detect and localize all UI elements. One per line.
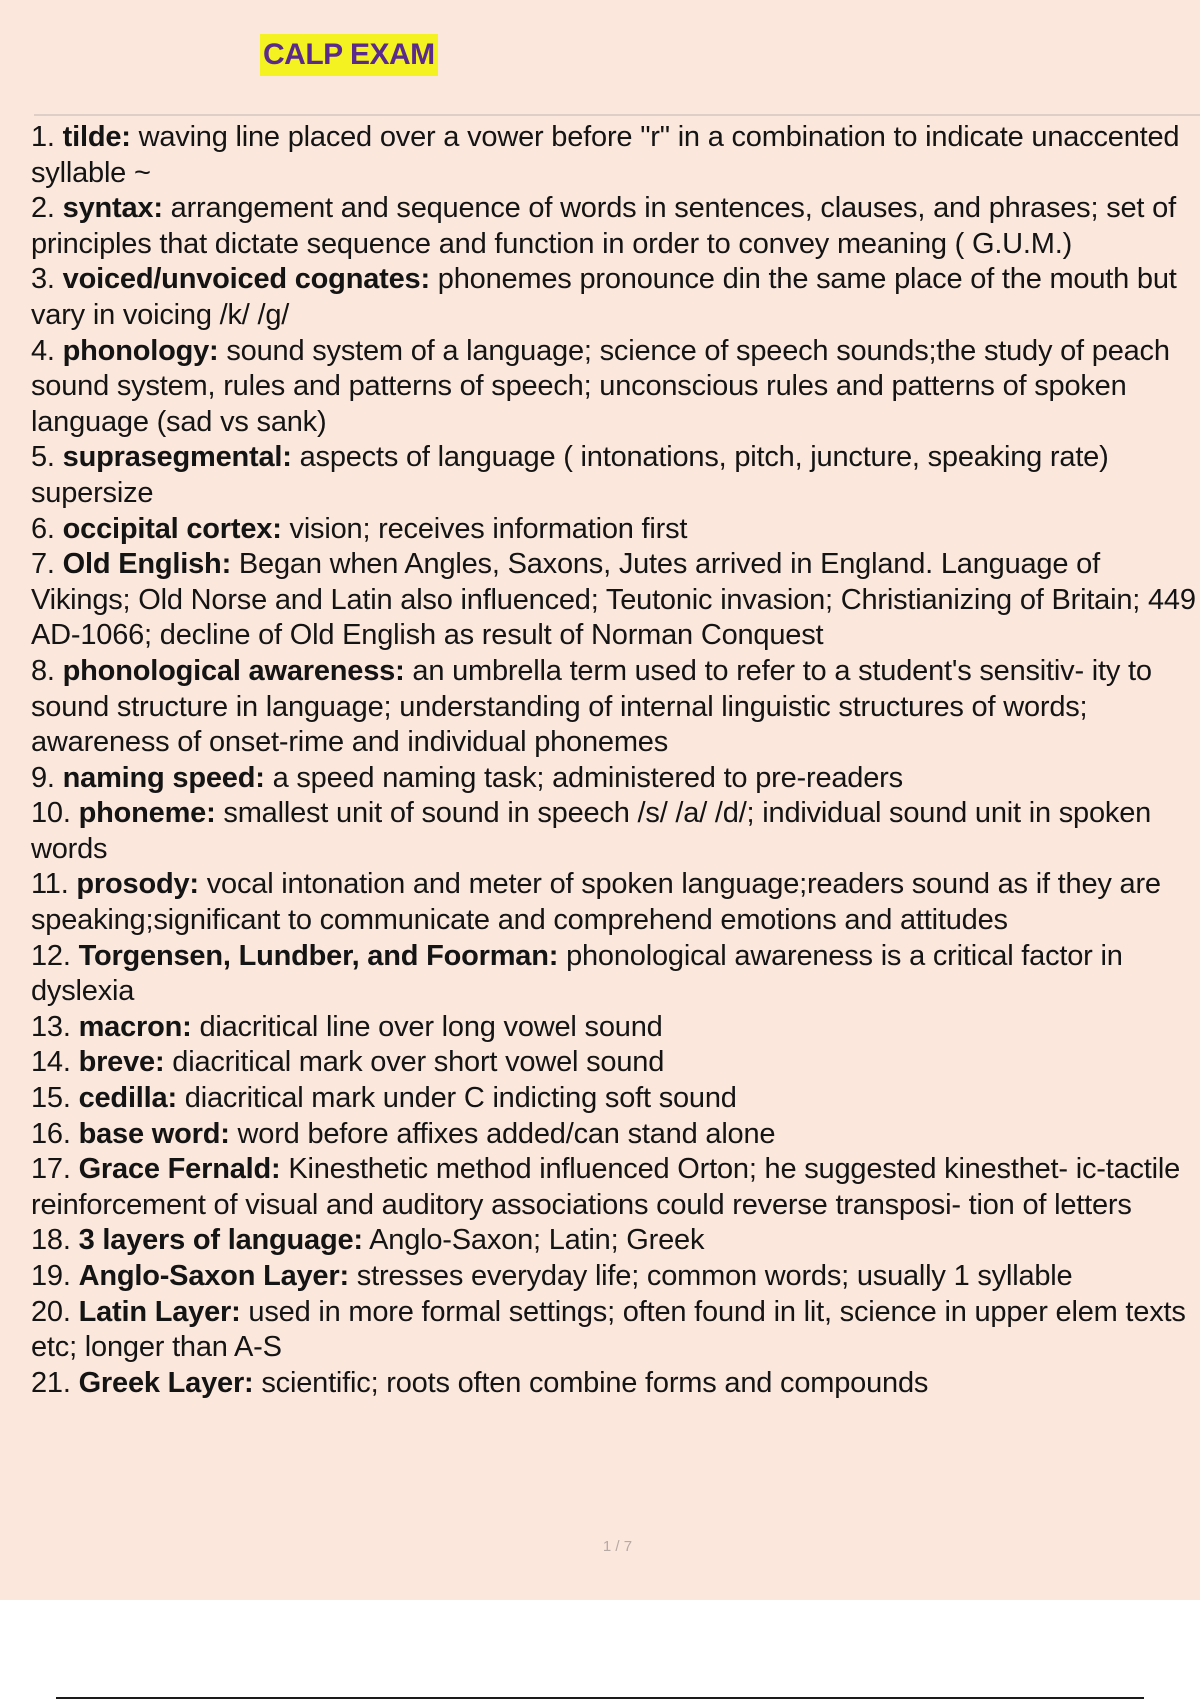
entry-definition: vocal intonation and meter of spoken language;readers sound as if they are speaking;significant to communicate and comprehend emotions and attitudes [31, 868, 1161, 937]
glossary-entry [31, 1295, 1200, 1366]
entry-term: Grace Fernald: [78, 1153, 281, 1186]
glossary-entry [31, 262, 1200, 333]
document-title: CALP EXAM [260, 34, 438, 76]
entry-term: Greek Layer: [78, 1366, 254, 1399]
entry-number: 14. [31, 1046, 71, 1079]
glossary-entry [31, 512, 1200, 548]
page-separator-line [56, 1697, 1144, 1699]
entry-number: 11. [31, 868, 69, 901]
entry-number: 19. [31, 1260, 71, 1292]
entry-definition: aspects of language ( intonations, pitch, juncture, speaking rate) supersize [31, 441, 1109, 509]
entry-term: 3 layers of language: [78, 1224, 363, 1257]
entry-definition: Began when Angles, Saxons, Jutes arrived in England. Language of Vikings; Old Norse and Latin also influenced; Teutonic invasion; Christianizing of Britain; 449 AD-1066; decline of Old English as result of Norman Conquest [31, 548, 1196, 652]
entry-definition: sound system of a language; science of speech sounds;the study of peach sound system, rules and patterns of speech; unconscious rules and patterns of spoken language (sad vs sank) [31, 334, 1170, 438]
entry-number: 2. [31, 192, 55, 225]
entry-term: cedilla: [78, 1082, 177, 1115]
entry-definition: diacritical line over long vowel sound [199, 1010, 663, 1043]
entry-number: 3. [31, 263, 55, 296]
entry-number: 12. [31, 939, 71, 972]
entry-term: prosody: [76, 868, 199, 901]
entry-number: 21. [31, 1366, 71, 1399]
entry-term: breve: [78, 1046, 165, 1079]
entry-number: 4. [31, 334, 55, 367]
title-divider [34, 114, 1200, 116]
entry-number: 1. [31, 121, 55, 153]
entry-definition: Anglo-Saxon; Latin; Greek [369, 1224, 705, 1257]
glossary-entry [31, 1081, 1200, 1117]
entry-number: 9. [31, 761, 55, 794]
entry-number: 6. [31, 512, 55, 545]
entry-number: 16. [31, 1117, 71, 1150]
entry-term: base word: [78, 1117, 230, 1150]
entry-number: 15. [31, 1082, 71, 1115]
entry-term: syntax: [62, 192, 163, 225]
entry-term: naming speed: [62, 761, 265, 794]
page-number: 1 / 7 [602, 1538, 633, 1555]
glossary-entry [31, 796, 1200, 867]
entry-term: phoneme: [78, 797, 216, 830]
entry-definition: stresses everyday life; common words; usually 1 syllable [356, 1260, 1073, 1292]
entry-term: occipital cortex: [62, 512, 282, 545]
glossary-entry [31, 1366, 1200, 1402]
entry-term: Anglo-Saxon Layer: [78, 1260, 349, 1292]
entry-term: phonology: [62, 334, 219, 367]
entry-definition: scientific; roots often combine forms and compounds [261, 1366, 929, 1399]
entry-definition: arrangement and sequence of words in sentences, clauses, and phrases; set of principles that dictate sequence and function in order to convey meaning ( G.U.M.) [31, 192, 1176, 260]
entry-term: suprasegmental: [62, 441, 292, 474]
entry-term: Old English: [62, 548, 232, 581]
entry-definition: word before affixes added/can stand alone [237, 1117, 776, 1150]
entry-number: 13. [31, 1010, 71, 1043]
glossary-entry [31, 440, 1200, 511]
entry-definition: used in more formal settings; often found in lit, science in upper elem texts etc; longer than A-S [31, 1295, 1186, 1364]
entry-number: 7. [31, 548, 55, 581]
entry-definition: waving line placed over a vower before "r" in a combination to indicate unaccented syllable ~ [31, 121, 1180, 189]
entry-term: Latin Layer: [78, 1295, 241, 1328]
entry-definition: Kinesthetic method influenced Orton; he suggested kinesthet- ic-tactile reinforcement of visual and auditory associations could reverse transposi- tion of letters [31, 1153, 1181, 1221]
glossary-entry [31, 547, 1200, 654]
entry-term: tilde: [62, 121, 131, 153]
entry-number: 8. [31, 654, 55, 687]
glossary-entry [31, 654, 1200, 761]
entry-definition: a speed naming task; administered to pre-readers [272, 761, 903, 794]
entry-number: 10. [31, 797, 71, 830]
entry-definition: diacritical mark over short vowel sound [172, 1046, 665, 1079]
entry-definition: diacritical mark under C indicting soft sound [184, 1082, 737, 1115]
glossary-entry [31, 1045, 1200, 1081]
glossary-entry [31, 761, 1200, 797]
glossary-entry [31, 334, 1200, 441]
entry-number: 5. [31, 441, 55, 474]
entry-definition: vision; receives information first [289, 512, 688, 545]
entry-definition: an umbrella term used to refer to a student's sensitiv- ity to sound structure in language; understanding of internal linguistic structures of words; awareness of onset-rime and individual phonemes [31, 654, 1152, 759]
glossary-entry [31, 1117, 1200, 1153]
glossary-entry [31, 1223, 1200, 1259]
glossary-entry [31, 1152, 1200, 1223]
glossary-entry [31, 120, 1200, 191]
entry-term: phonological awareness: [62, 654, 405, 687]
entry-definition: smallest unit of sound in speech /s/ /a/ /d/; individual sound unit in spoken words [31, 797, 1152, 865]
entry-term: voiced/unvoiced cognates: [62, 263, 430, 296]
glossary-entry [31, 939, 1200, 1010]
entry-term: Torgensen, Lundber, and Foorman: [78, 939, 559, 972]
glossary-entry [31, 867, 1200, 938]
entry-number: 18. [31, 1224, 71, 1257]
entry-definition: phonemes pronounce din the same place of the mouth but vary in voicing /k/ /g/ [31, 263, 1177, 331]
entry-number: 17. [31, 1153, 71, 1186]
glossary-entry [31, 1010, 1200, 1046]
entry-term: macron: [78, 1010, 192, 1043]
glossary-list [31, 120, 1200, 1401]
entry-number: 20. [31, 1295, 71, 1328]
entry-definition: phonological awareness is a critical factor in dyslexia [31, 939, 1123, 1008]
glossary-entry [31, 1259, 1200, 1295]
glossary-entry [31, 191, 1200, 262]
